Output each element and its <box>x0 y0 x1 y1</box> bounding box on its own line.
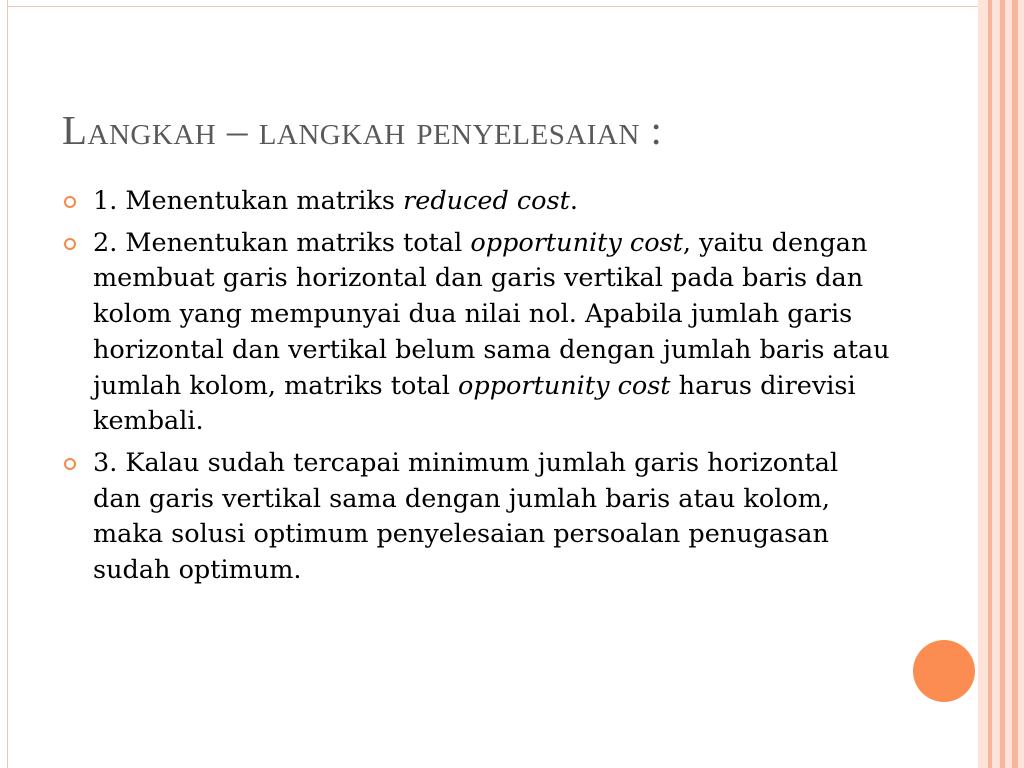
stripe <box>1012 0 1018 768</box>
bullet-text-segment: . <box>569 186 578 216</box>
bullet-text <box>93 228 890 437</box>
bullet-text-italic: opportunity cost <box>470 227 683 258</box>
bullet-circle-icon <box>64 238 76 250</box>
bullet-circle-icon <box>64 458 76 470</box>
bullet-list <box>64 184 894 595</box>
bullet-text-segment: , yaitu dengan membuat garis horizontal dan garis vertikal pada baris dan kolom yang mempunyai dua nilai nol. Apabila jumlah garis horizontal dan vertikal belum sama dengan jumlah baris atau jumlah kolom, matriks total <box>93 227 890 401</box>
bullet-text-italic: opportunity cost <box>458 370 671 401</box>
bullet-circle-icon <box>64 196 76 208</box>
bullet-text-segment: 3. Kalau sudah tercapai minimum jumlah garis horizontal dan garis vertikal sama dengan jumlah baris atau kolom, maka solusi optimum penyelesaian persoalan penugasan sudah optimum. <box>93 447 839 586</box>
stripe <box>1000 0 1005 768</box>
frame-line-top <box>7 6 978 7</box>
decorative-circle <box>913 640 975 702</box>
frame-line-left <box>7 0 8 768</box>
bullet-text <box>93 186 578 216</box>
bullet-text-italic: reduced cost <box>403 186 570 216</box>
bullet-text-segment: 2. Menentukan matriks total <box>93 227 471 258</box>
bullet-item <box>64 184 894 220</box>
bullet-item <box>64 446 894 589</box>
slide-title: Langkah – langkah penyelesaian : <box>62 107 663 153</box>
stripe <box>988 0 992 768</box>
bullet-text-segment: 1. Menentukan matriks <box>93 186 404 216</box>
bullet-text <box>93 448 838 585</box>
bullet-item <box>64 226 894 440</box>
bullet-text-segment: harus direvisi kembali. <box>93 370 856 437</box>
